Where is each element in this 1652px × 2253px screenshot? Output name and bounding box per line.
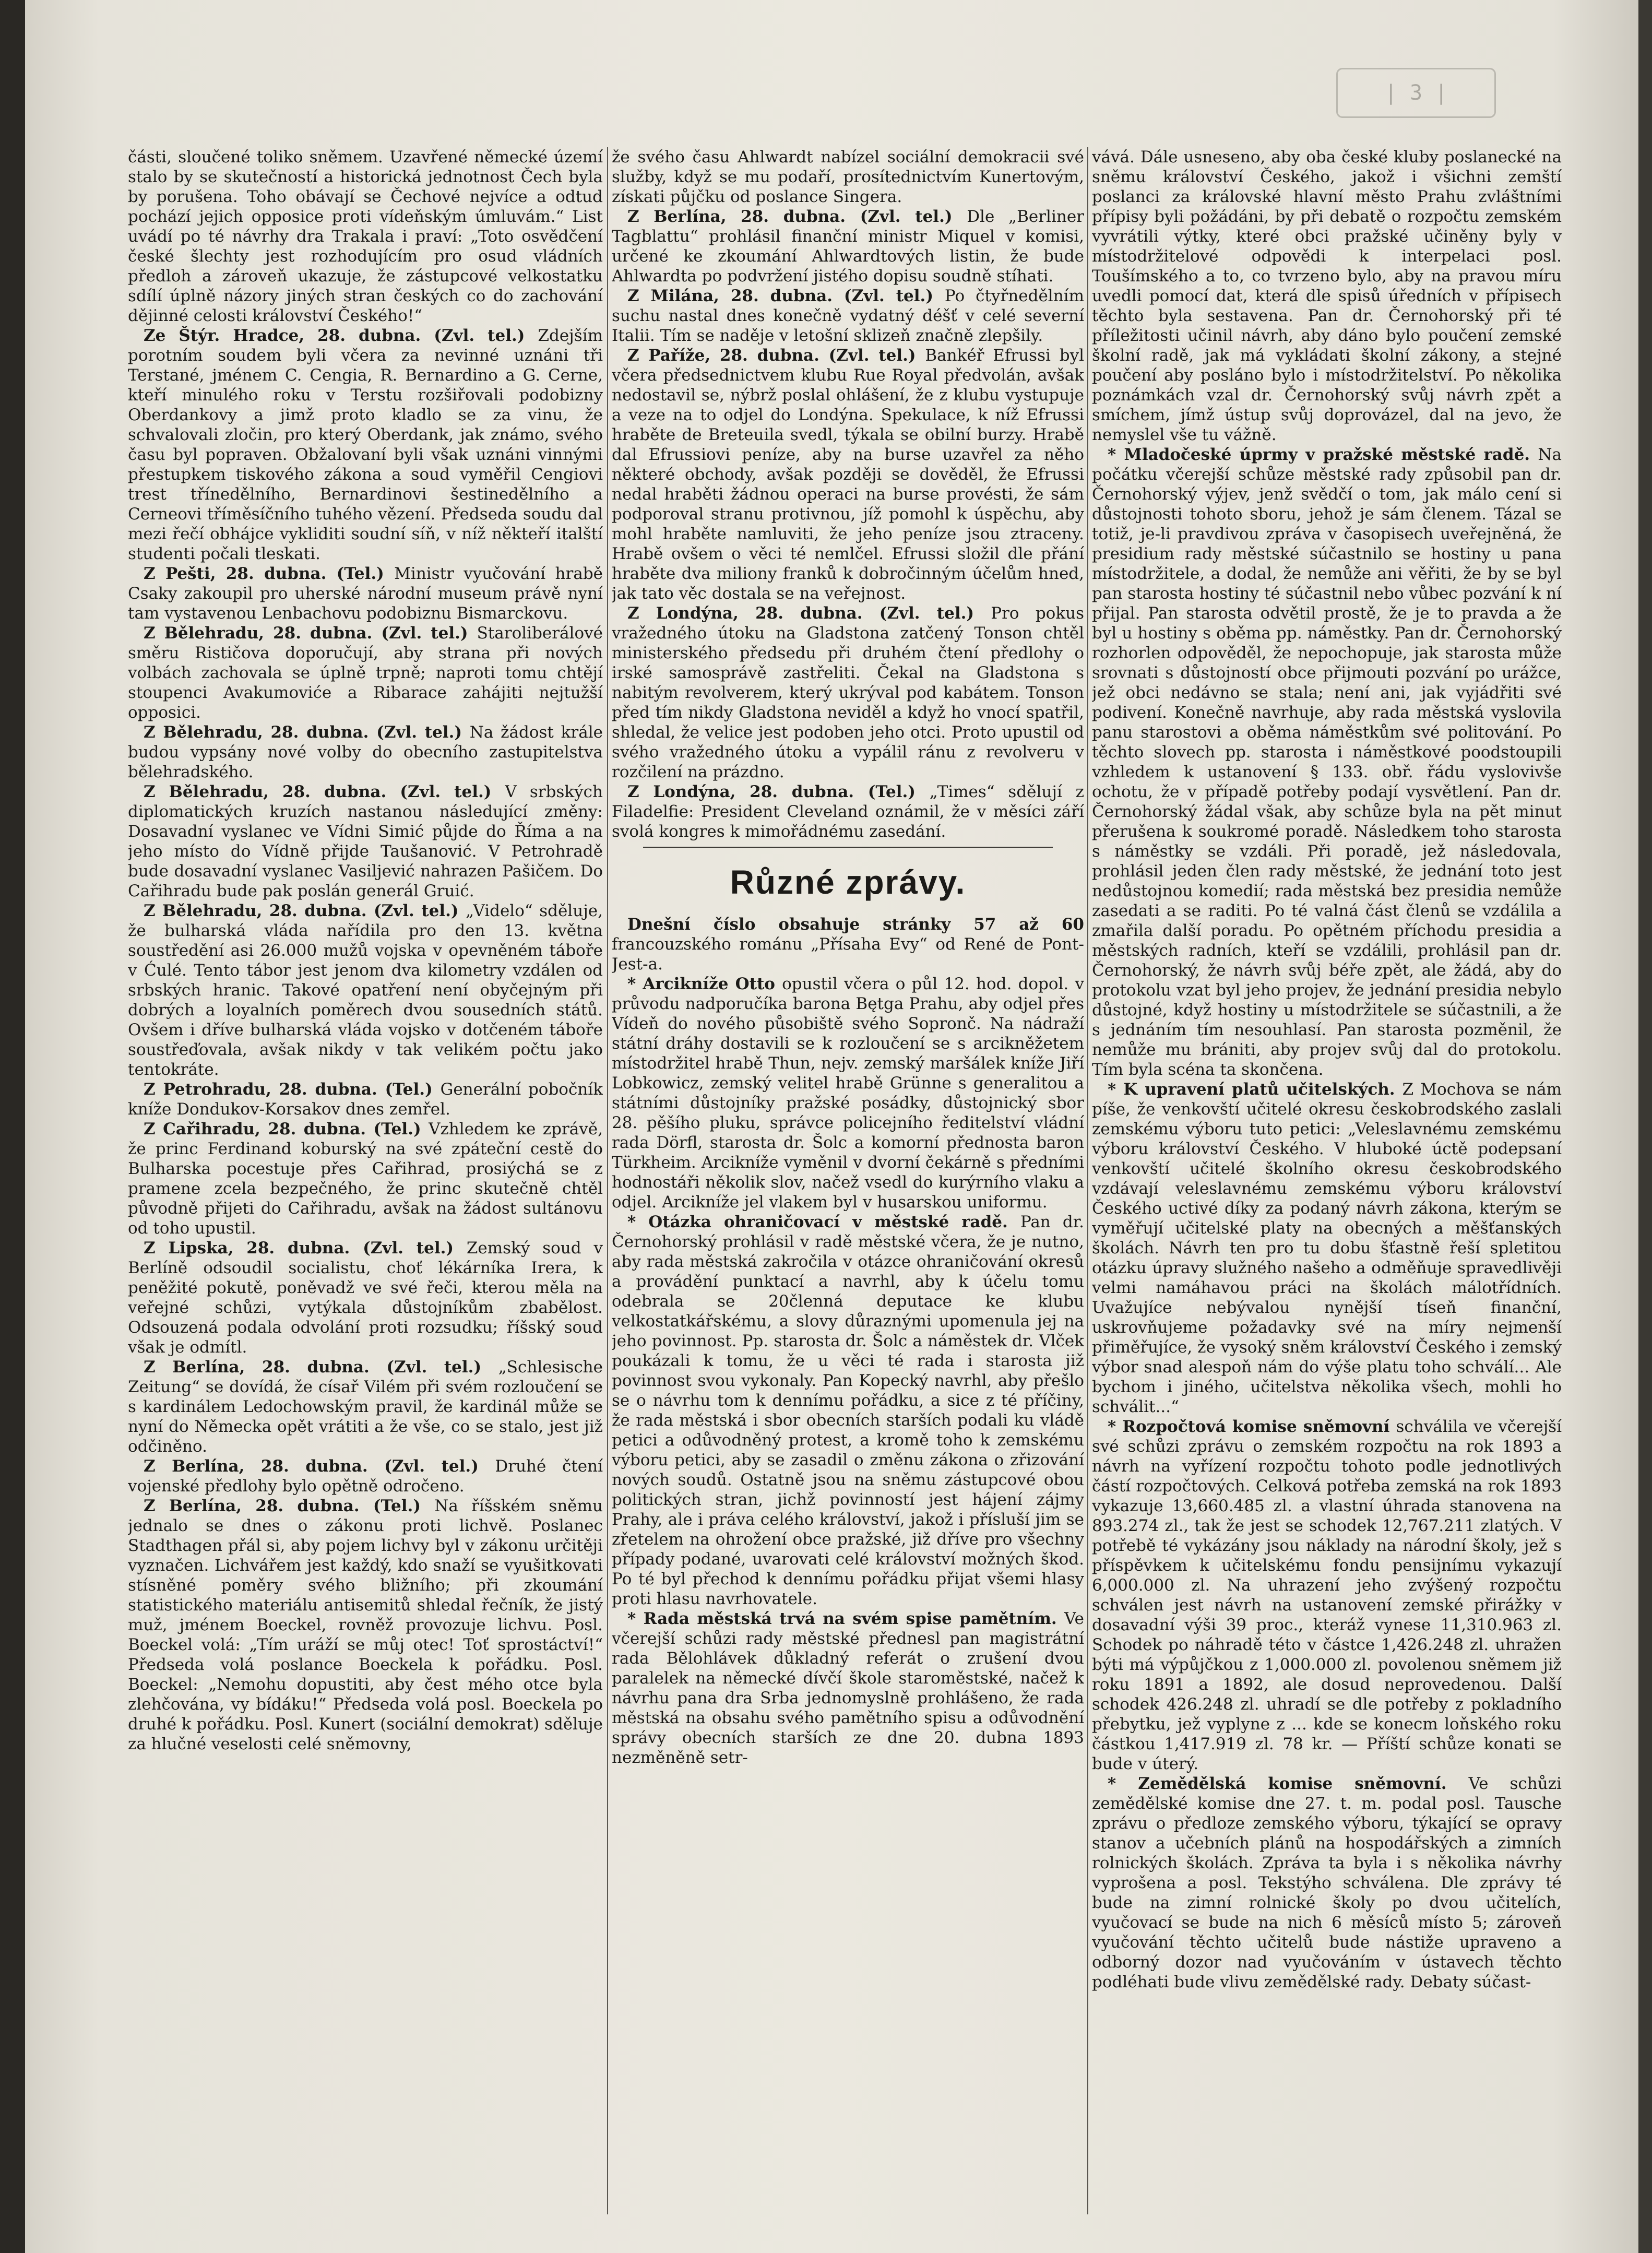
column-2 (612, 147, 1084, 2214)
scan-left-edge (0, 0, 25, 2253)
article-dateline: Z Bělehradu, 28. dubna. (Zvl. tel.) (144, 782, 505, 801)
scan-right-edge (1638, 0, 1652, 2253)
article-dateline: * Arcikníže Otto (627, 975, 782, 993)
article-paragraph: Z Lipska, 28. dubna. (Zvl. tel.) Zemský soud v Berlíně odsoudil socialistu, choť lékárníka Irera, k peněžité pokutě, poněvadž ve své řeči, kterou měla na veřejné schůzi, vytýkala důstojníkům zbabělost. Odsouzená podala odvolání proti rozsudku; říšský soud však je odmítl. (128, 1239, 603, 1357)
article-dateline: * K upravení platů učitelských. (1108, 1080, 1403, 1099)
column-3 (1092, 147, 1562, 2214)
column-2-news (612, 147, 1084, 841)
article-paragraph: Z Bělehradu, 28. dubna. (Zvl. tel.) „Videlo“ sděluje, že bulharská vláda nařídila pro den 13. května soustředění asi 26.000 mužů vojska v opevněném táboře v Ćulé. Tento tábor jest jenom dva kilometry vzdálen od srbských hranic. Takové opatření není obyčejným při dobrých a loyalních poměrech dvou sousedních států. Ovšem i dříve bulharská vláda vojsko v dotčeném táboře soustřeďovala, avšak nikdy v tak velikém počtu jako tentokráte. (128, 902, 603, 1079)
article-paragraph: vává. Dále usneseno, aby oba české kluby poslanecké na sněmu království Českého, jakož i všichni zemští poslanci za královské hlavní město Prahu zvláštními přípisy byli požádáni, by při debatě o rozpočtu zemském vyvrátili výtky, které obci pražské učiněny byly v místodržitelové odpovědi k interpelaci posl. Toušímského a to, co tvrzeno bylo, aby na pravou míru uvedli pomocí dat, která dle spisů úředních v přípisech těchto byla sestavena. Pan dr. Černohorský při té příležitosti učinil návrh, aby dáno bylo poučení zemské školní radě, jak má vykládati školní zákony, a stejné poučení aby posláno bylo i místodržitelství. Po několika poznámkách vzal dr. Černohorský svůj návrh zpět a smíchem, jímž ústup svůj doprovázel, dal na jevo, že nemyslel vše tu vážně. (1092, 148, 1562, 444)
article-paragraph: Z Milána, 28. dubna. (Zvl. tel.) Po čtyřnedělním suchu nastal dnes konečně vydatný déšť v celé severní Italii. Tím se naděje v letošní sklizeň značně zlepšily. (612, 287, 1084, 345)
column-rule-2 (1087, 147, 1088, 2214)
article-paragraph: že svého času Ahlwardt nabízel sociální demokracii své služby, když se mu podaří, prosítednictvím Kunertovým, získati půjčku od poslance Singera. (612, 148, 1084, 206)
article-paragraph: Z Berlína, 28. dubna. (Tel.) Na říšském sněmu jednalo se dnes o zákonu proti lichvě. Poslanec Stadthagen přál si, aby pojem lichvy byl v zákonu určitěji vyznačen. Lichvářem jest každý, kdo snaží se vyušitkovati stísněné poměry svého bližního; při zkoumání statistického materiálu antisemitů shledal řečník, že jistý muž, jménem Boeckel, rovněž provozuje lichvu. Posl. Boeckel volá: „Tím uráží se můj otec! Toť sprostáctví!“ Předseda volá poslance Boeckela k pořádku. Posl. Boeckel: „Nemohu dopustiti, aby čest mého otce byla zlehčována, vy bídáku!“ Předseda volá posl. Boeckela po druhé k pořádku. Posl. Kunert (sociální demokrat) sděluje za hlučné veselosti celé sněmovny, (128, 1497, 603, 1753)
article-dateline: Z Londýna, 28. dubna. (Zvl. tel.) (627, 604, 991, 623)
article-paragraph: Z Bělehradu, 28. dubna. (Zvl. tel.) V srbských diplomatických kruzích nastanou následující změny: Dosavadní vyslanec ve Vídni Simić půjde do Říma a na jeho místo do Vídně přijde Taušanović. V Petrohradě bude dosavadní vyslanec Vasiljević nahrazen Pašičem. Do Cařihradu bude pak poslán generál Gruić. (128, 782, 603, 900)
article-dateline: Z Paříže, 28. dubna. (Zvl. tel.) (627, 346, 925, 365)
article-dateline: * Rozpočtová komise sněmovní (1108, 1417, 1396, 1436)
article-paragraph: * Otázka ohraničovací v městské radě. Pan dr. Černohorský prohlásil v radě městské včera, že je nutno, aby rada městská zakročila v otázce ohraničování okresů a provádění punktací a navrhl, aby k účelu tomu odebrala se 20členná deputace ke klubu velkostatkářskému, a slovy důraznými upomenula jej na jeho povinnost. Pp. starosta dr. Šolc a náměstek dr. Vlček poukázali k tomu, že u věci té rada i starosta již povinnost svou vykonaly. Pan Kopecký navrhl, aby přešlo se o návrhu tom k dennímu pořádku, a sice z té příčiny, že rada městská i sbor obecních starších podali ku vládě petici a odůvodněný protest, a kromě toho k zemskému výboru petici, aby se zasadil o změnu zákona o zřizování nových soudů. Ostatně jsou na sněmu zástupcové obou politických stran, jichž povinností jest hájení zájmy Prahy, ale i práva celého království, jakož i přísluší jim se zřetelem na ohrožení obce pražské, již dříve pro všechny případy podané, uvarovati celé království možných škod. Po té byl přechod k dennímu pořádku přijat všemi hlasy proti hlasu navrhovatele. (612, 1213, 1084, 1608)
article-dateline: Z Pešti, 28. dubna. (Tel.) (144, 564, 395, 583)
article-paragraph: Z Paříže, 28. dubna. (Zvl. tel.) Bankéř Efrussi byl včera předsednictvem klubu Rue Royal předvolán, avšak nedostavil se, nýbrž poslal ohlášení, že z klubu vystupuje a veze na to odjel do Londýna. Spekulace, k níž Efrussi hraběte de Breteuila svedl, týkala se obilní burzy. Hrabě dal Efrussiovi peníze, aby na burse uzavřel za něho některé obchody, avšak později se dověděl, že Efrussi nedal hraběti žádnou operaci na burse provésti, že sám podporoval stranu protivnou, jíž pomohl k úspěchu, aby mohl hraběte namluviti, že jeho peníze jsou ztraceny. Hrabě ovšem o věci té nemlčel. Efrussi složil dle přání hraběte dva miliony franků k dobročinným účelům hned, jak tato věc dostala se na veřejnost. (612, 346, 1084, 603)
article-dateline: Z Bělehradu, 28. dubna. (Zvl. tel.) (144, 902, 466, 920)
article-dateline: Z Londýna, 28. dubna. (Tel.) (627, 782, 930, 801)
article-dateline: Z Bělehradu, 28. dubna. (Zvl. tel.) (144, 723, 470, 742)
article-dateline: * Mladočeské úprmy v pražské městské radě. (1108, 445, 1538, 464)
column-1 (128, 147, 603, 2214)
article-paragraph: Z Berlína, 28. dubna. (Zvl. tel.) „Schlesische Zeitung“ se dovídá, že císař Vilém při svém rozloučení se s kardinálem Ledochowským pravil, že kardinál může se nyní do Německa opět vrátiti a že vše, co se stalo, jest již odčiněno. (128, 1358, 603, 1456)
article-paragraph: Z Cařihradu, 28. dubna. (Tel.) Vzhledem ke zprávě, že princ Ferdinand koburský na své zpáteční cestě do Bulharska pocestuje přes Cařihrad, prosiýchá se z pramene zcela bezpečného, že princ skutečně chtěl původně přijeti do Cařihradu, avšak na žádost sultánovu od toho upustil. (128, 1120, 603, 1238)
article-dateline: Z Berlína, 28. dubna. (Zvl. tel.) (627, 207, 967, 226)
article-paragraph: Z Londýna, 28. dubna. (Zvl. tel.) Pro pokus vražedného útoku na Gladstona zatčený Tonson chtěl ministerského předsedu při druhém čtení předlohy o irské samosprávě zastřeliti. Čekal na Gladstona s nabitým revolverem, který ukrýval pod kabátem. Tonson před tím nikdy Gladstona neviděl a když ho vnocí spatřil, shledal, že velice jest podoben jeho otci. Proto upustil od svého vražedného útoku a vypálil ránu z revolveru v rozčilení na prázdno. (612, 604, 1084, 781)
article-paragraph: Z Bělehradu, 28. dubna. (Zvl. tel.) Staroliberálové směru Rističova doporučují, aby strana při nových volbách zachovala se úplně trpně; naproti tomu chtějí stoupenci Avakumoviće a Ribarace zahájiti nejtužší opposici. (128, 624, 603, 722)
article-dateline: Dnešní číslo obsahuje stránky 57 až 60 (627, 915, 1084, 934)
article-dateline: Z Petrohradu, 28. dubna. (Tel.) (144, 1080, 441, 1099)
article-paragraph: * Rada městská trvá na svém spise pamětním. Ve včerejší schůzi rady městské přednesl pan magistrátní rada Bělohlávek důkladný referát o zrušení dvou paralelek na německé dívčí škole staroměstské, načež k návrhu pana dra Srba jednomyslně prohlášeno, že rada městská na obsahu svého pamětního spisu a odůvodnění správy obecních starších ze dne 20. dubna 1893 nezměněně setr- (612, 1609, 1084, 1767)
article-paragraph: Z Pešti, 28. dubna. (Tel.) Ministr vyučování hrabě Csaky zakoupil pro uherské národní museum právě nyní tam vystavenou Lenbachovu podobiznu Bismarckovu. (128, 564, 603, 623)
article-dateline: Z Berlína, 28. dubna. (Zvl. tel.) (144, 1457, 495, 1476)
article-dateline: Z Lipska, 28. dubna. (Zvl. tel.) (144, 1239, 467, 1258)
article-dateline: Z Milána, 28. dubna. (Zvl. tel.) (627, 287, 945, 305)
column-2-various-news (612, 915, 1084, 1768)
article-paragraph: Z Petrohradu, 28. dubna. (Tel.) Generální pobočník kníže Dondukov-Korsakov dnes zemřel. (128, 1080, 603, 1119)
article-dateline: Ze Štýr. Hradce, 28. dubna. (Zvl. tel.) (144, 326, 538, 345)
article-dateline: Z Berlína, 28. dubna. (Tel.) (144, 1497, 435, 1515)
article-dateline: Z Berlína, 28. dubna. (Zvl. tel.) (144, 1358, 498, 1377)
article-dateline: Z Bělehradu, 28. dubna. (Zvl. tel.) (144, 624, 477, 643)
article-paragraph: Z Berlína, 28. dubna. (Zvl. tel.) Dle „Berliner Tagblattu“ prohlásil finanční ministr Miquel v komisi, určené ke zkoumání Ahlwardtových listin, že bude Ahlwardta po podvržení jistého dopisu soudně stíhati. (612, 207, 1084, 286)
article-dateline: Z Cařihradu, 28. dubna. (Tel.) (144, 1120, 429, 1139)
column-rule-1 (607, 147, 608, 2214)
article-paragraph: * Rozpočtová komise sněmovní schválila ve včerejší své schůzi zprávu o zemském rozpočtu na rok 1893 a návrh na vyřízení rozpočtu tohoto podle jednotlivých částí rozpočtových. Celková potřeba zemská na rok 1893 vykazuje 13,660.485 zl. a vlastní úhrada stanovena na 893.274 zl., tak že jest se schodek 12,767.211 zlatých. V potřebě té vykázány jsou náklady na národní školy, jež s příspěvkem k učitelskému fondu pensijnímu vykazují 6,000.000 zl. Na uhrazení jeho zvýšený rozpočtu schválen jest návrh na ustanovení zemské přirážky v dosavadní výši 39 proc., kteráž vynese 11,310.963 zl. Schodek po náhradě této v částce 1,426.248 zl. uhražen býti má výpůjčkou z 1,000.000 zl. povolenou sněmem již roku 1891 a 1892, ale dosud neprovedenou. Další schodek 426.248 zl. uhradí se dle potřeby z pokladního přebytku, jež vyplyne z ... kde se konecm loňského roku částkou 1,417.919 zl. 78 kr. — Příští schůze konati se bude v úterý. (1092, 1417, 1562, 1773)
article-paragraph: Z Londýna, 28. dubna. (Tel.) „Times“ sdělují z Filadelfie: President Cleveland oznámil, že v měsíci září svolá kongres k mimořádnému zasedání. (612, 782, 1084, 841)
article-paragraph: * Zemědělská komise sněmovní. Ve schůzi zemědělské komise dne 27. t. m. podal posl. Tausche zprávu o předloze zemského výboru, týkající se opravy stanov a učebních plánů na hospodářských a zimních rolnických školách. Zpráva ta byla i s několika návrhy vyprošena a posl. Tekstýho schválena. Dle zprávy té bude na zimní rolnické školy po dvou učitelích, vyučovací se bude na nich 6 měsíců místo 5; zároveň vyučování těchto učitelů bude nástiže upraveno a odborný dozor nad vyučováním v ústavech těchto podléhati bude vlivu zemědělské rady. Debaty súčast- (1092, 1774, 1562, 1991)
page-number-stamp: | 3 | (1336, 68, 1496, 118)
article-paragraph: Z Berlína, 28. dubna. (Zvl. tel.) Druhé čtení vojenské předlohy bylo opětně odročeno. (128, 1457, 603, 1496)
article-paragraph: * Mladočeské úprmy v pražské městské radě. Na počátku včerejší schůze městské rady způsobil pan dr. Černohorský výjev, jenž svědčí o tom, jak málo cení si důstojnosti tohoto sboru, jehož je sám členem. Tázal se totiž, je-li pravdivou zpráva v časopisech uveřejněná, že presidium rady městské súčastnilo se hostiny u pana místodržitele, a dodal, že nemůže ani věřiti, že by se byl pan starosta hostiny té súčastnil nebo vůbec pozvání k ní přijal. Pan starosta odvětil prostě, že je to pravda a že byl u hostiny s oběma pp. náměstky. Pan dr. Černohorský rozhorlen odpověděl, že nepochopuje, jak starosta může srovnati s důstojností obce přijmouti pozvání po urážce, jež obci nedávno se stala; není ani, jak vyjádřiti své podivení. Konečně navrhuje, aby rada městská vyslovila panu starostovi a oběma náměstkům své politování. Po těchto slovech pp. starosta i náměstkové poodstoupili vzhledem k ustanovení § 133. obř. řádu vyslovivše ochotu, že v případě potřeby podají vysvětlení. Pan dr. Černohorský žádal však, aby schůze byla na pět minut přerušena k soukromé poradě. Následkem toho starosta s náměstky se vzdáli. Při poradě, jež následovala, prohlásil jeden člen rady městské, že jednání toto jest nedůstojnou komedií; rada městská bez presidia nemůže zasedati a se raditi. Po té valná část členů se vzdálila a zmařila další poradu. Po opětném příchodu presidia a městských radních, kteří se vzdálili, prohlásil pan dr. Černohorský, že návrh svůj béře zpět, ale žádá, aby do protokolu vzat byl jeho projev, že jednání presidia nebylo důstojné, když hostiny u místodržitele se súčastnili, a že s jednáním tím nesouhlasí. Pan starosta pozměnil, že nemůže mu brániti, aby projev svůj dal do protokolu. Tím byla scéna ta skončena. (1092, 445, 1562, 1079)
article-paragraph: části, sloučené toliko sněmem. Uzavřené německé území stalo by se skutečností a historická jednotnost Čech byla by porušena. Toho obávají se Čechové nejvíce a odtud pochází jejich opposice proti vídeňským úmluvám.“ List uvádí po té návrhy dra Trakala i praví: „Toto osvědčení české šlechty jest rozhodujícím pro osud vládních předloh a zároveň ukazuje, že zástupcové velkostatku sdílí úplně názory jiných stran českých co do zachování dějinné celosti království Českého!“ (128, 148, 603, 325)
article-paragraph: * K upravení platů učitelských. Z Mochova se nám píše, že venkovští učitelé okresu českobrodského zaslali zemskému výboru tuto petici: „Veleslavnému zemskému výboru království Českého. V hluboké úctě podepsaní venkovští učitelé školního okresu českobrodského vzdávají veleslavnému zemskému výboru království Českého uctivé díky za podaný návrh zákona, kterým se vyměřují učitelské platy na obecných a měšťanských školách. Návrh ten pro tu dobu šťastně řeší spletitou otázku úpravy služného našeho a odměňuje spravedlivěji velmi namáhavou práci na školách málotřídních. Uvažujíce nebývalou nynější tíseň finanční, uskrovňujeme požadavky své na míry nejmenší přiměřujíce, že vysoký sněm království Českého i zemský výbor snad alespoň nám do výše platu toho schválí... Ale bychom i jiného, učitelstva několika všech, mohli ho schválit...“ (1092, 1080, 1562, 1416)
article-paragraph: * Arcikníže Otto opustil včera o půl 12. hod. dopol. v průvodu nadporučíka barona Bętga Prahu, aby odjel přes Vídeň do nového působiště svého Sopronč. Na nádraží státní dráhy dostavili se k rozloučení se s arcikněžetem místodržitel hrabě Thun, nejv. zemský maršálek kníže Jiří Lobkowicz, zemský velitel hrabě Grünne s generalitou a státními důstojníky pražské posádky, důstojnický sbor 28. pěšího pluku, správce policejního ředitelství vládní rada Dörfl, starosta dr. Šolc a komorní přednosta baron Türkheim. Arcikníže vyměnil v dvorní čekárně s předními hodnostáři několik slov, načež vsedl do kurýrního vlaku a odjel. Arcikníže jel vlakem byl v husarskou uniformu. (612, 975, 1084, 1212)
section-title: Různé zprávy. (730, 863, 966, 901)
article-paragraph: Ze Štýr. Hradce, 28. dubna. (Zvl. tel.) Zdejším porotním soudem byli včera za nevinné uznáni tři Terstané, jménem C. Cengia, R. Bernardino a G. Cerne, kteří minulého roku v Terstu rozšiřovali podobizny Oberdankovy a jimž proto kladlo se za vinu, že schvalovali zločin, pro který Oberdank, jak známo, svého času byl popraven. Obžalovaní byli však uznáni vinnými přestupkem tiskového zákona a soud vyměřil Cengiovi trest třínedělního, Bernardinovi šestinedělního a Cerneovi tříměsíčního tuhého vězení. Předseda soudu dal mezi řečí obhájce vykliditi soudní síň, v níž někteří italští studenti počali tleskati. (128, 326, 603, 563)
article-dateline: * Zemědělská komise sněmovní. (1108, 1774, 1469, 1793)
section-divider (643, 847, 1053, 848)
article-paragraph: Dnešní číslo obsahuje stránky 57 až 60 francouzského románu „Přísaha Evy“ od René de Pont-Jest-a. (612, 915, 1084, 974)
article-dateline: * Otázka ohraničovací v městské radě. (627, 1213, 1020, 1231)
article-paragraph: Z Bělehradu, 28. dubna. (Zvl. tel.) Na žádost krále budou vypsány nové volby do obecního zastupitelstva bělehradského. (128, 723, 603, 781)
article-dateline: * Rada městská trvá na svém spise pamětním. (627, 1609, 1065, 1628)
